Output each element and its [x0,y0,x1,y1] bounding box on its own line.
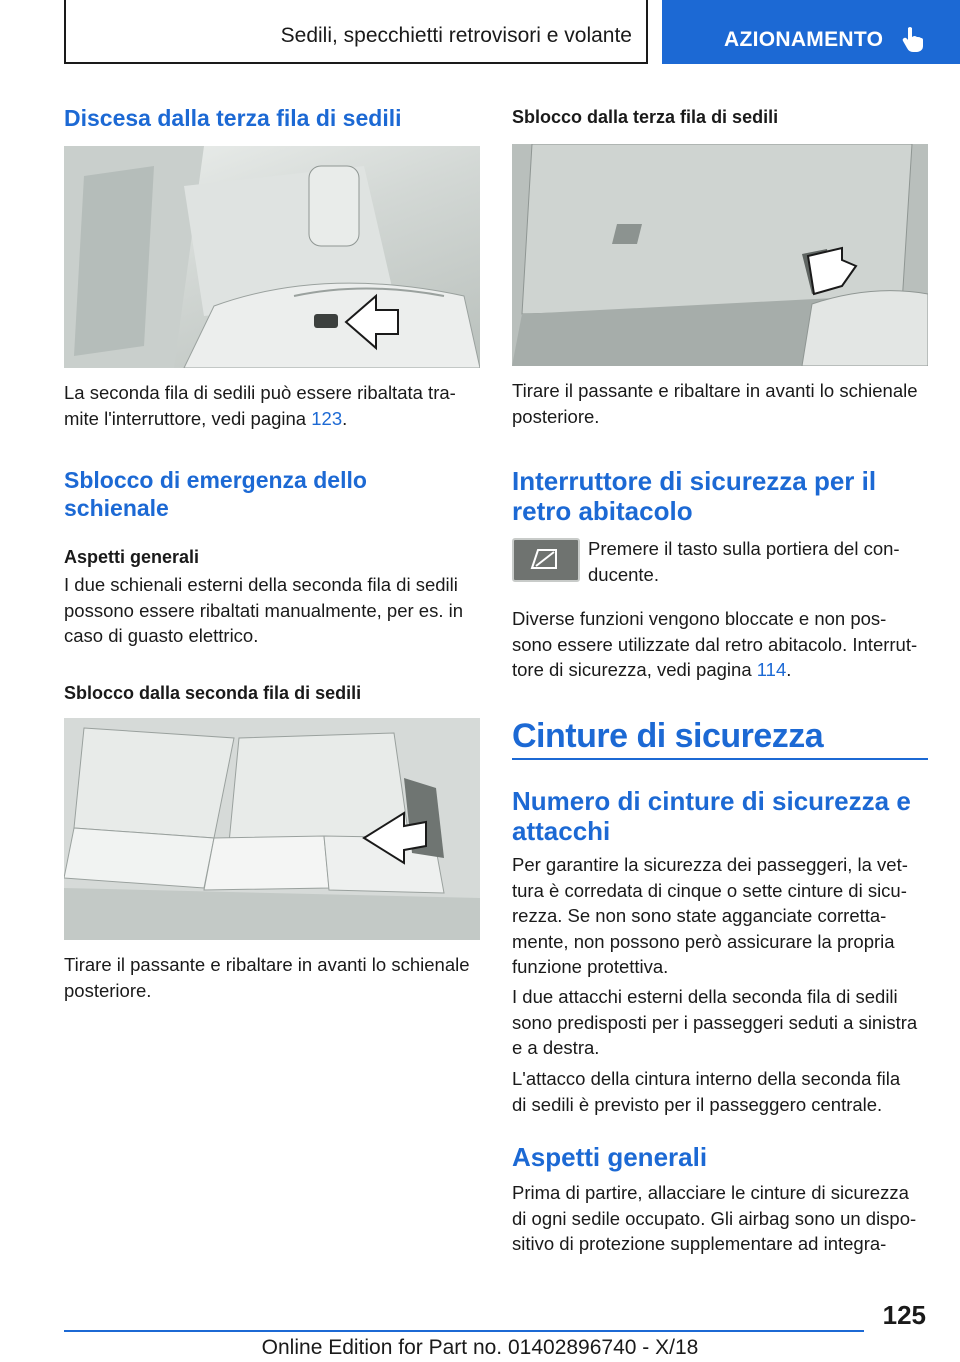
paragraph-second-row-switch [64,380,480,431]
window-lock-glyph [514,540,574,576]
text-line: tura è corredata di cinque o sette cinture di sicu- [512,879,907,901]
text-line [512,657,928,683]
heading-line: retro abitacolo [512,496,693,526]
page-number: 125 [882,1300,926,1330]
text-line: Diverse funzioni vengono bloccate e non pos- [512,608,887,629]
text-line: funzione protettiva. [512,956,669,978]
heading-line: attacchi [512,816,611,846]
text-line: rezza. Se non sono state agganciate corretta- [512,905,887,927]
paragraph-fasten-belts [512,1180,928,1257]
second-row-illustration [64,718,480,940]
paragraph-outer-buckles [512,984,928,1061]
footer-edition: Online Edition for Part no. 01402896740 - X/18 [261,1336,699,1359]
text-line: posteriore. [64,979,152,1001]
chapter-tab [662,0,960,64]
text-line: Premere il tasto sulla portiera del con- [588,538,900,559]
text-line: posteriore. [512,405,600,427]
text-line: La seconda fila di sedili può essere ribaltata tra- [64,382,456,403]
running-header-section [64,0,648,64]
chapter-title: AZIONAMENTO [724,28,884,51]
heading-rule [512,758,928,760]
child-lock-button-icon [512,538,580,582]
text-line: sitivo di protezione supplementare ad integra- [512,1233,887,1255]
text-line: sono predisposti per i passeggeri seduti a sinistra [512,1011,918,1033]
text-span: . [786,659,792,681]
heading-general-belts: Aspetti generali [512,1142,708,1172]
text-span: mite l'interruttore, vedi pagina [64,407,312,429]
text-line: di ogni sedile occupato. Gli airbag sono un dispo- [512,1207,917,1229]
page-link-123[interactable]: 123 [311,407,343,429]
section-title: Sedili, specchietti retrovisori e volante [280,24,632,47]
heading-line: Interruttore di sicurezza per il [512,466,877,496]
text-line: Per garantire la sicurezza dei passeggeri, la vet- [512,854,908,875]
subheading-general: Aspetti generali [64,547,200,567]
heading-third-row-release: Sblocco dalla terza fila di sedili [512,107,779,127]
paragraph-outer-backrests [64,572,480,649]
text-line: ducente. [588,563,659,585]
footer-rule [64,1330,864,1332]
paragraph-belt-protection [512,852,928,980]
paragraph-pull-strap-right [512,378,928,429]
heading-line: Numero di cinture di sicurezza e [512,786,911,816]
chapter-heading-seat-belts: Cinture di sicurezza [512,717,824,755]
text-line: sono essere utilizzate dal retro abitacolo. Interrut- [512,633,918,655]
page-link-114[interactable]: 114 [756,659,787,681]
text-line [64,406,480,432]
text-line: Tirare il passante e ribaltare in avanti lo schienale [64,954,470,975]
text-line: Prima di partire, allacciare le cinture di sicurezza [512,1182,909,1203]
photo-seat-switch [64,146,480,368]
text-line: possono essere ribaltati manualmente, per es. in [64,599,463,621]
photo-second-row-release [64,718,480,940]
text-line: caso di guasto elettrico. [64,625,259,647]
paragraph-inner-buckle [512,1066,928,1117]
seat-switch-illustration [64,146,480,368]
heading-belt-count [512,786,928,846]
text-line: I due attacchi esterni della seconda fila di sedili [512,986,898,1007]
text-line: Tirare il passante e ribaltare in avanti lo schienale [512,380,918,401]
hand-pointer-icon [901,26,925,52]
heading-child-safety-switch [512,466,928,526]
text-line: di sedili è previsto per il passeggero centrale. [512,1093,883,1115]
text-span: tore di sicurezza, vedi pagina [512,659,757,681]
photo-third-row-release [512,144,928,366]
paragraph-pull-strap-left [64,952,480,1003]
text-line: L'attacco della cintura interno della seconda fila [512,1068,901,1089]
subheading-second-row-release: Sblocco dalla seconda fila di sedili [64,683,362,703]
paragraph-functions-blocked [512,606,928,683]
text-line: mente, non possono però assicurare la propria [512,930,895,952]
text-line: I due schienali esterni della seconda fila di sedili [64,574,458,595]
text-line: e a destra. [512,1037,600,1059]
heading-line: schienale [64,495,169,521]
third-row-illustration [512,144,928,366]
paragraph-press-button [588,536,928,587]
heading-third-row-exit: Discesa dalla terza fila di sedili [64,105,402,131]
heading-line: Sblocco di emergenza dello [64,467,367,493]
text-span: . [342,407,348,429]
heading-emergency-release [64,466,480,522]
